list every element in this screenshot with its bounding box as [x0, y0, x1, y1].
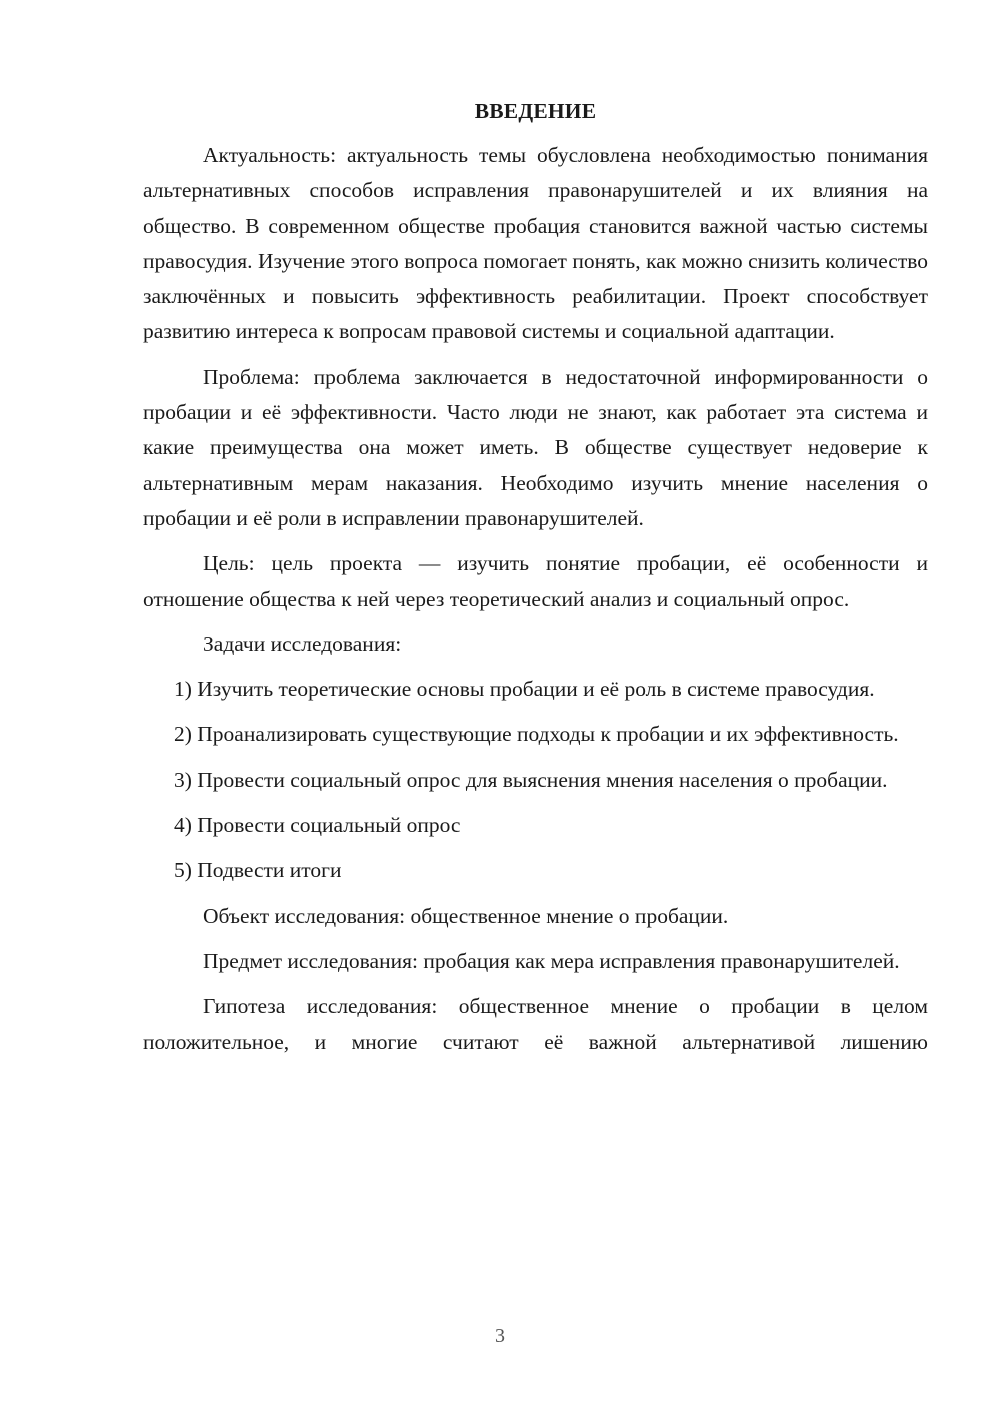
- hypothesis-paragraph: Гипотеза исследования: общественное мнение о пробации в целом положительное, и многие считают её важной альтернативой лишению: [143, 994, 928, 1054]
- task-item-3: 3) Провести социальный опрос для выяснения мнения населения о пробации.: [174, 767, 888, 792]
- task-item-4: 4) Провести социальный опрос: [174, 813, 461, 838]
- object-paragraph: Объект исследования: общественное мнение о пробации.: [203, 903, 729, 928]
- tasks-heading: Задачи исследования:: [203, 631, 402, 656]
- section-heading: ВВЕДЕНИЕ: [474, 99, 597, 123]
- task-item-2: 2) Проанализировать существующие подходы к пробации и их эффективность.: [174, 722, 899, 747]
- page-number: 3: [495, 1325, 505, 1347]
- problem-paragraph: Проблема: проблема заключается в недостаточной информированности о пробации и её эффективности. Часто люди не знают, как работает эта система и какие преимущества она может иметь. В обществе существует недоверие к альтернативным мерам наказания. Необходимо изучить мнение населения о пробации и её роли в исправлении правонарушителей.: [143, 364, 928, 530]
- task-item-1: 1) Изучить теоретические основы пробации и её роль в системе правосудия.: [174, 677, 875, 702]
- subject-paragraph: Предмет исследования: пробация как мера исправления правонарушителей.: [203, 948, 900, 973]
- document-page: [143, 94, 928, 1060]
- relevance-paragraph: Актуальность: актуальность темы обусловлена необходимостью понимания альтернативных способов исправления правонарушителей и их влияния на общество. В современном обществе пробация становится важной частью системы правосудия. Изучение этого вопроса помогает понять, как можно снизить количество заключённых и повысить эффективность реабилитации. Проект способствует развитию интереса к вопросам правовой системы и социальной адаптации.: [143, 143, 928, 344]
- goal-paragraph: Цель: цель проекта — изучить понятие пробации, её особенности и отношение общества к ней через теоретический анализ и социальный опрос.: [143, 551, 928, 611]
- task-item-5: 5) Подвести итоги: [174, 858, 342, 883]
